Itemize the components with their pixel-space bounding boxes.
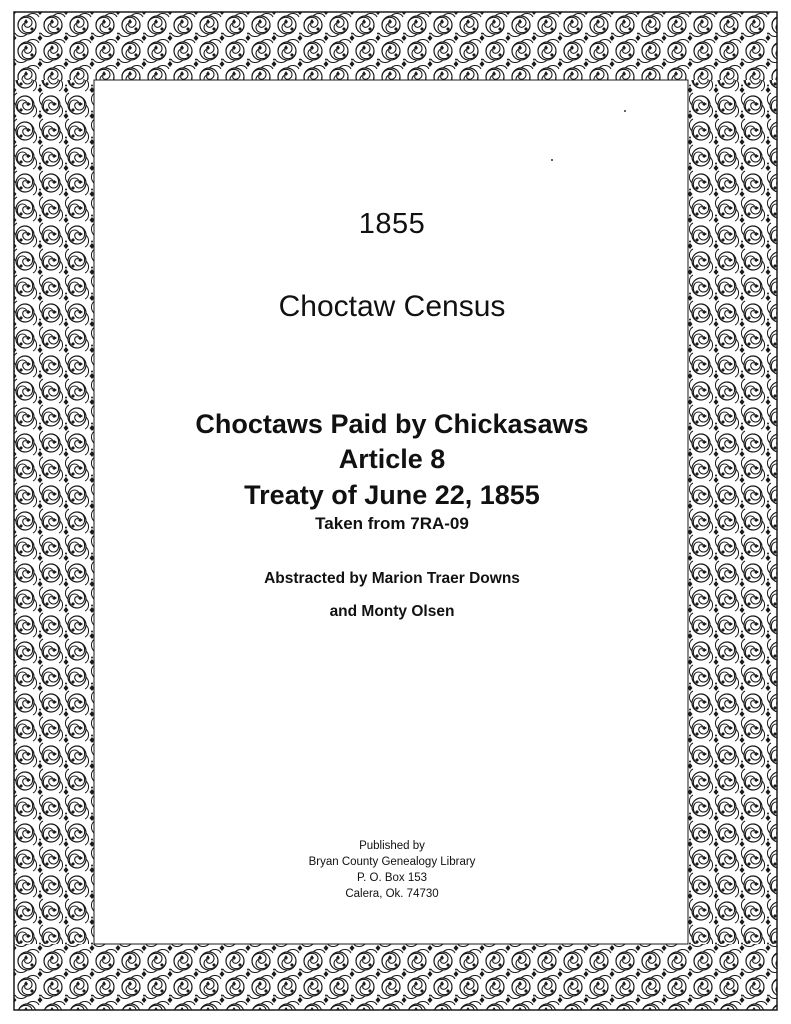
co-author: and Monty Olsen [329, 603, 455, 620]
document-year: 1855 [358, 208, 426, 240]
scan-speck [551, 159, 553, 161]
abstracted-by: Abstracted by Marion Traer Downs [264, 570, 520, 587]
heading-line-3: Treaty of June 22, 1855 [244, 480, 540, 510]
publisher-po-box: P. O. Box 153 [356, 872, 428, 884]
publisher-city: Calera, Ok. 74730 [345, 888, 439, 900]
publisher-label: Published by [359, 840, 425, 852]
source-note: Taken from 7RA-09 [315, 514, 469, 533]
census-title: Choctaw Census [278, 290, 506, 323]
scan-speck [624, 110, 626, 112]
heading-line-1: Choctaws Paid by Chickasaws [195, 409, 589, 439]
publisher-name: Bryan County Genealogy Library [308, 856, 476, 868]
heading-line-2: Article 8 [338, 444, 446, 474]
